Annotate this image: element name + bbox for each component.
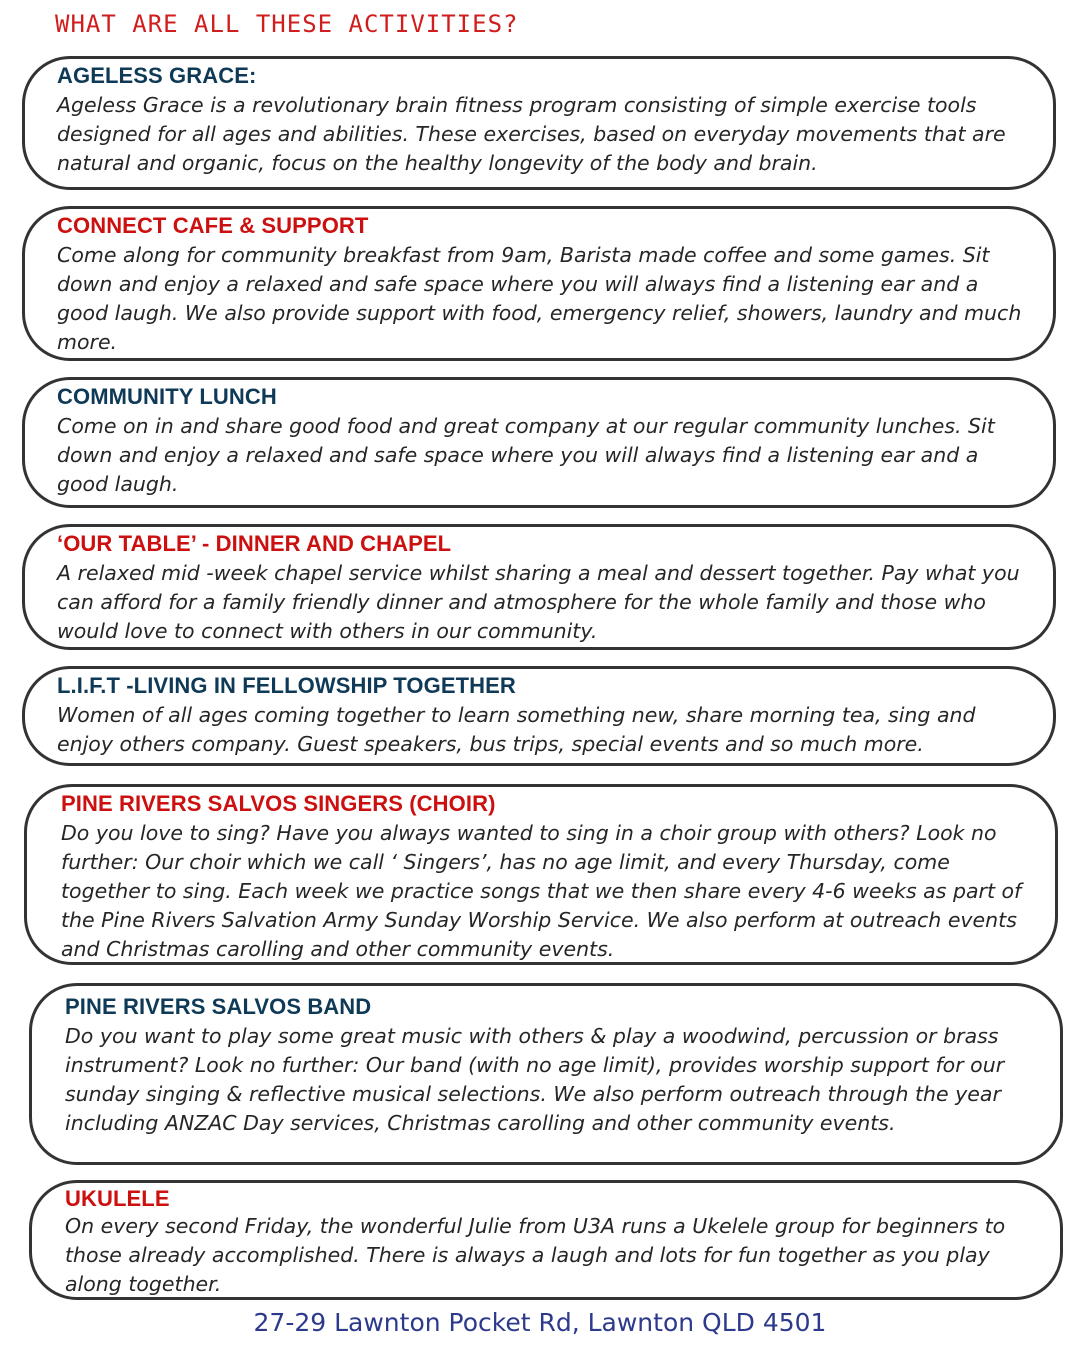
activity-description: Do you want to play some great music with others & play a woodwind, percussion or brass instrument? Look no further: Our band (with no age limit), provides worship support for our sunday singing & reflective musical selections. We also perform outreach through the year including ANZAC Day services, Christmas carolling and other community events.	[65, 1024, 1005, 1135]
address: 27-29 Lawnton Pocket Rd, Lawnton QLD 4501	[253, 1308, 827, 1337]
activity-card-connect-cafe	[22, 206, 1056, 361]
activity-description: A relaxed mid -week chapel service whilst sharing a meal and dessert together. Pay what you can afford for a family friendly dinner and atmosphere for the whole family and those who would love to connect with others in our community.	[57, 561, 1020, 643]
activity-title: UKULELE	[65, 1186, 170, 1211]
activity-title: CONNECT CAFE & SUPPORT	[57, 213, 369, 238]
activity-description: Women of all ages coming together to learn something new, share morning tea, sing and enjoy others company. Guest speakers, bus trips, special events and so much more.	[57, 703, 976, 756]
activity-title: AGELESS GRACE:	[57, 63, 257, 88]
activity-card-our-table	[22, 524, 1056, 650]
activity-description: Come along for community breakfast from 9am, Barista made coffee and some games. Sit down and enjoy a relaxed and safe space where you will always find a listening ear and a good laugh. We also provide support with food, emergency relief, showers, laundry and much more.	[57, 243, 1022, 354]
activity-title: L.I.F.T -LIVING IN FELLOWSHIP TOGETHER	[57, 673, 516, 698]
activity-description: Do you love to sing? Have you always wanted to sing in a choir group with others? Look no further: Our choir which we call ‘ Singers’, has no age limit, and every Thursday, come together to sing. Each week we practice songs that we then share every 4-6 weeks as part of the Pine Rivers Salvation Army Sunday Worship Service. We also perform at outreach events and Christmas carolling and other community events.	[61, 821, 1022, 961]
activity-title: PINE RIVERS SALVOS BAND	[65, 994, 372, 1019]
activity-card-ukulele	[29, 1180, 1063, 1300]
activity-title: PINE RIVERS SALVOS SINGERS (CHOIR)	[61, 791, 496, 816]
activity-description: On every second Friday, the wonderful Julie from U3A runs a Ukelele group for beginners to those already accomplished. There is always a laugh and lots for fun together as you play along together.	[65, 1214, 1006, 1296]
activity-card-singers	[24, 784, 1058, 965]
activity-card-community-lunch	[22, 377, 1056, 508]
activity-card-lift	[22, 666, 1056, 766]
page-heading: WHAT ARE ALL THESE ACTIVITIES?	[55, 10, 519, 38]
activity-card-band	[29, 983, 1063, 1165]
activity-description: Ageless Grace is a revolutionary brain fitness program consisting of simple exercise tools designed for all ages and abilities. These exercises, based on everyday movements that are natural and organic, focus on the healthy longevity of the body and brain.	[57, 93, 1006, 175]
activity-description: Come on in and share good food and great company at our regular community lunches. Sit down and enjoy a relaxed and safe space where you will always find a listening ear and a good laugh.	[57, 414, 995, 496]
activity-title: ‘OUR TABLE’ - DINNER AND CHAPEL	[57, 531, 452, 556]
activity-card-ageless-grace	[22, 56, 1056, 190]
activity-title: COMMUNITY LUNCH	[57, 384, 277, 409]
